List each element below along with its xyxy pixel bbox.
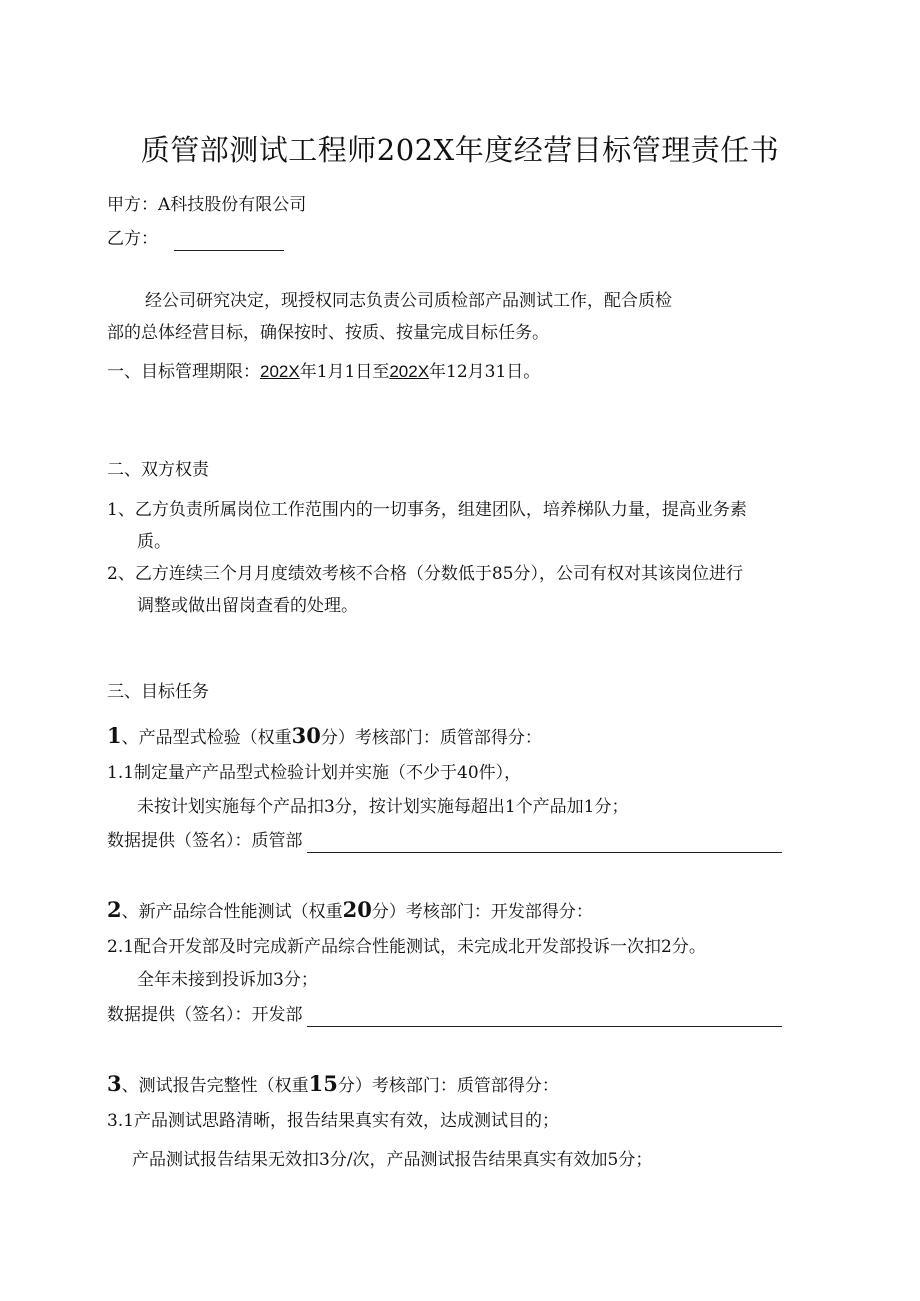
task-2-data-provider-label: 数据提供（签名）：开发部 — [107, 1005, 303, 1025]
rights-item-2 — [107, 562, 743, 586]
period-end-year: 202X — [389, 362, 430, 381]
intro-line-2: 部的总体经营目标，确保按时、按质、按量完成目标任务。 — [107, 323, 549, 343]
task-3-heading-tail: 分）考核部门：质管部得分： — [337, 1076, 559, 1096]
rights-item-2-line2: 调整或做出留岗查看的处理。 — [137, 596, 358, 616]
party-b — [107, 227, 284, 251]
task-2-item: 2.1配合开发部及时完成新产品综合性能测试，未完成北开发部投诉一次扣2分。 — [107, 937, 706, 957]
task-3-detail: 产品测试报告结果无效扣3分/次，产品测试报告结果真实有效加5分； — [132, 1150, 653, 1170]
task-1-heading — [107, 724, 542, 750]
task-2-signature-line — [307, 1008, 782, 1027]
task-1-heading-tail: 分）考核部门：质管部得分： — [320, 728, 542, 748]
party-b-blank — [174, 232, 284, 251]
rights-item-1-num: 1、 — [107, 500, 135, 520]
rights-item-1-line2: 质。 — [137, 532, 171, 552]
intro-line-1: 经公司研究决定，现授权同志负责公司质检部产品测试工作，配合质检 — [145, 291, 672, 311]
task-1-heading-text: 、产品型式检验（权重 — [121, 728, 292, 748]
task-1-weight: 30 — [291, 723, 321, 748]
section-2-heading: 二、双方权责 — [107, 460, 209, 480]
document-title: 质管部测试工程师202X年度经营目标管理责任书 — [140, 133, 780, 167]
period-prefix: 一、目标管理期限： — [107, 362, 260, 382]
party-a: 甲方：A科技股份有限公司 — [107, 195, 307, 215]
task-3-number: 3 — [107, 1071, 122, 1096]
period-middle: 年1月1日至 — [299, 362, 390, 382]
rights-item-1-line1: 乙方负责所属岗位工作范围内的一切事务，组建团队，培养梯队力量，提高业务素 — [134, 500, 747, 520]
task-1-signature-line — [307, 834, 782, 853]
task-3-heading — [107, 1072, 559, 1098]
task-2-heading-tail: 分）考核部门：开发部得分： — [371, 902, 593, 922]
rights-item-2-line1: 乙方连续三个月月度绩效考核不合格（分数低于85分），公司有权对其该岗位进行 — [134, 564, 743, 584]
period-start-year: 202X — [260, 362, 300, 381]
rights-item-2-num: 2、 — [107, 564, 135, 584]
task-1-item: 1.1制定量产产品型式检验计划并实施（不少于40件）， — [107, 763, 522, 783]
task-2-weight: 20 — [342, 897, 372, 922]
task-2-number: 2 — [107, 897, 122, 922]
task-1-number: 1 — [107, 723, 122, 748]
task-1-detail: 未按计划实施每个产品扣3分，按计划实施每超出1个产品加1分； — [137, 797, 629, 817]
task-1-data-provider — [107, 829, 782, 853]
task-3-heading-text: 、测试报告完整性（权重 — [121, 1076, 309, 1096]
party-b-label: 乙方： — [107, 229, 158, 249]
task-2-heading-text: 、新产品综合性能测试（权重 — [121, 902, 343, 922]
task-2-detail: 全年未接到投诉加3分； — [137, 970, 318, 990]
target-period — [107, 360, 540, 384]
period-suffix: 年12月31日。 — [429, 362, 541, 382]
task-1-data-provider-label: 数据提供（签名）：质管部 — [107, 831, 303, 851]
task-3-weight: 15 — [308, 1071, 338, 1096]
task-2-data-provider — [107, 1003, 782, 1027]
task-3-item: 3.1产品测试思路清晰，报告结果真实有效，达成测试目的； — [107, 1111, 560, 1131]
rights-item-1 — [107, 498, 747, 522]
section-3-heading: 三、目标任务 — [107, 682, 209, 702]
task-2-heading — [107, 898, 593, 924]
